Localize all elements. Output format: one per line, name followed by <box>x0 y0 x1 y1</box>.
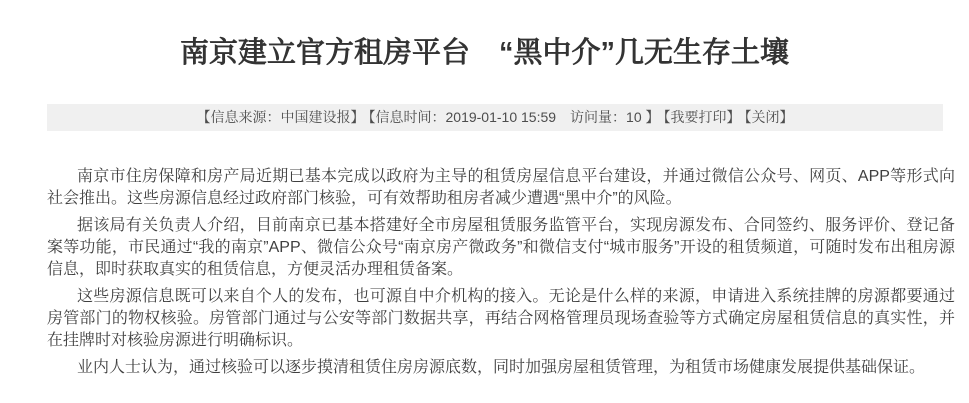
close-button[interactable]: 【关闭】 <box>744 109 794 126</box>
info-source-label: 【信息来源：中国建设报】 <box>196 109 365 126</box>
paragraph-4: 业内人士认为，通过核验可以逐步摸清租赁住房房源底数，同时加强房屋租赁管理，为租赁市场健康发展提供基础保证。 <box>77 359 926 377</box>
article-title: 南京建立官方租房平台 “黑中介”几无生存土壤 <box>179 37 789 69</box>
paragraph-3: 这些房源信息既可以来自个人的发布，也可源自中介机构的接入。无论是什么样的来源，申请进入系统挂牌的房源都要通过房管部门的物权核验。房管部门通过与公安等部门数据共享，再结合网格管理员现场查验等方式确定房屋租赁信息的真实性，并在挂牌时对核验房源进行明确标识。 <box>47 288 955 350</box>
meta-bar <box>47 104 943 131</box>
paragraph-2: 据该局有关负责人介绍，目前南京已基本搭建好全市房屋租赁服务监管平台，实现房源发布、合同签约、服务评价、登记备案等功能，市民通过“我的南京”APP、微信公众号“南京房产微政务”和微信支付“城市服务”开设的租赁频道，可随时发布出租房源信息，即时获取真实的租赁信息，方便灵活办理租赁备案。 <box>47 217 955 279</box>
paragraph-1: 南京市住房保障和房产局近期已基本完成以政府为主导的租赁房屋信息平台建设，并通过微信公众号、网页、APP等形式向社会推出。这些房源信息经过政府部门核验，可有效帮助租房者减少遭遇“黑中介”的风险。 <box>47 168 955 208</box>
article-body <box>47 166 955 379</box>
info-time-visits-label: 【信息时间：2019-01-10 15:59 访问量：10 】 <box>368 109 660 126</box>
print-button[interactable]: 【我要打印】 <box>663 109 741 126</box>
